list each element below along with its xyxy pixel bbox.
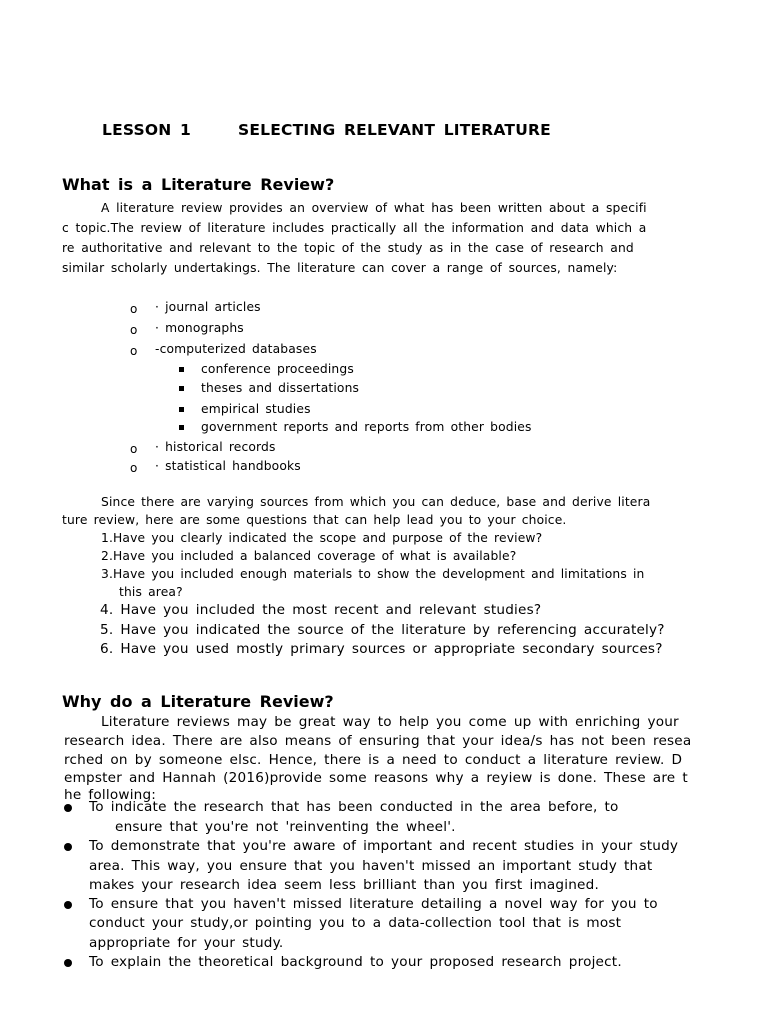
intro-line: ture review, here are some questions that can help lead you to your choice. (62, 513, 567, 527)
source-item: · monographs (155, 321, 244, 335)
question-item: 6. Have you used mostly primary sources or appropriate secondary sources? (100, 641, 663, 657)
bullet-dot-icon (64, 959, 72, 967)
question-item: 4. Have you included the most recent and relevant studies? (100, 602, 542, 618)
paragraph-line: Literature reviews may be great way to help you come up with enriching your (101, 714, 679, 730)
question-item-continued: this area? (119, 585, 183, 599)
circle-bullet-icon: o (130, 344, 138, 358)
question-item: 3.Have you included enough materials to show the development and limitations in (101, 567, 645, 581)
section-heading-what: What is a Literature Review? (62, 175, 335, 194)
square-bullet-icon (179, 367, 184, 372)
reason-line: To demonstrate that you're aware of important and recent studies in your study (89, 838, 679, 854)
database-item: government reports and reports from other bodies (201, 420, 532, 434)
lesson-title: SELECTING RELEVANT LITERATURE (238, 121, 551, 139)
circle-bullet-icon: o (130, 461, 138, 475)
section-heading-why: Why do a Literature Review? (62, 692, 334, 711)
source-item: · statistical handbooks (155, 459, 301, 473)
square-bullet-icon (179, 425, 184, 430)
paragraph-line: c topic.The review of literature includes practically all the information and data which a (62, 221, 647, 235)
paragraph-line: re authoritative and relevant to the topic of the study as in the case of research and (62, 241, 634, 255)
reason-line: To indicate the research that has been conducted in the area before, to (89, 799, 619, 815)
paragraph-line: he following: (64, 787, 157, 803)
square-bullet-icon (179, 386, 184, 391)
bullet-dot-icon (64, 804, 72, 812)
question-item: 5. Have you indicated the source of the literature by referencing accurately? (100, 622, 665, 638)
reason-line: ensure that you're not 'reinventing the wheel'. (115, 819, 456, 835)
circle-bullet-icon: o (130, 323, 138, 337)
question-item: 2.Have you included a balanced coverage of what is available? (101, 549, 517, 563)
database-item: empirical studies (201, 402, 311, 416)
reason-line: area. This way, you ensure that you haven't missed an important study that (89, 858, 653, 874)
source-item: -computerized databases (155, 342, 317, 356)
circle-bullet-icon: o (130, 302, 138, 316)
bullet-dot-icon (64, 843, 72, 851)
lesson-number: LESSON 1 (102, 121, 192, 139)
paragraph-line: rched on by someone elsc. Hence, there is a need to conduct a literature review. D (64, 752, 683, 768)
source-item: · historical records (155, 440, 276, 454)
square-bullet-icon (179, 407, 184, 412)
reason-line: To ensure that you haven't missed literature detailing a novel way for you to (89, 896, 658, 912)
reason-line: To explain the theoretical background to your proposed research project. (89, 954, 622, 970)
question-item: 1.Have you clearly indicated the scope and purpose of the review? (101, 531, 543, 545)
intro-line: Since there are varying sources from which you can deduce, base and derive litera (101, 495, 651, 509)
source-item: · journal articles (155, 300, 261, 314)
paragraph-line: A literature review provides an overview of what has been written about a specifi (101, 201, 647, 215)
database-item: conference proceedings (201, 362, 354, 376)
paragraph-line: research idea. There are also means of ensuring that your idea/s has not been resea (64, 733, 692, 749)
database-item: theses and dissertations (201, 381, 360, 395)
circle-bullet-icon: o (130, 442, 138, 456)
bullet-dot-icon (64, 901, 72, 909)
reason-line: makes your research idea seem less brilliant than you first imagined. (89, 877, 599, 893)
paragraph-line: empster and Hannah (2016)provide some reasons why a reyiew is done. These are t (64, 770, 688, 786)
reason-line: appropriate for your study. (89, 935, 284, 951)
reason-line: conduct your study,or pointing you to a data-collection tool that is most (89, 915, 622, 931)
paragraph-line: similar scholarly undertakings. The literature can cover a range of sources, namely: (62, 261, 618, 275)
